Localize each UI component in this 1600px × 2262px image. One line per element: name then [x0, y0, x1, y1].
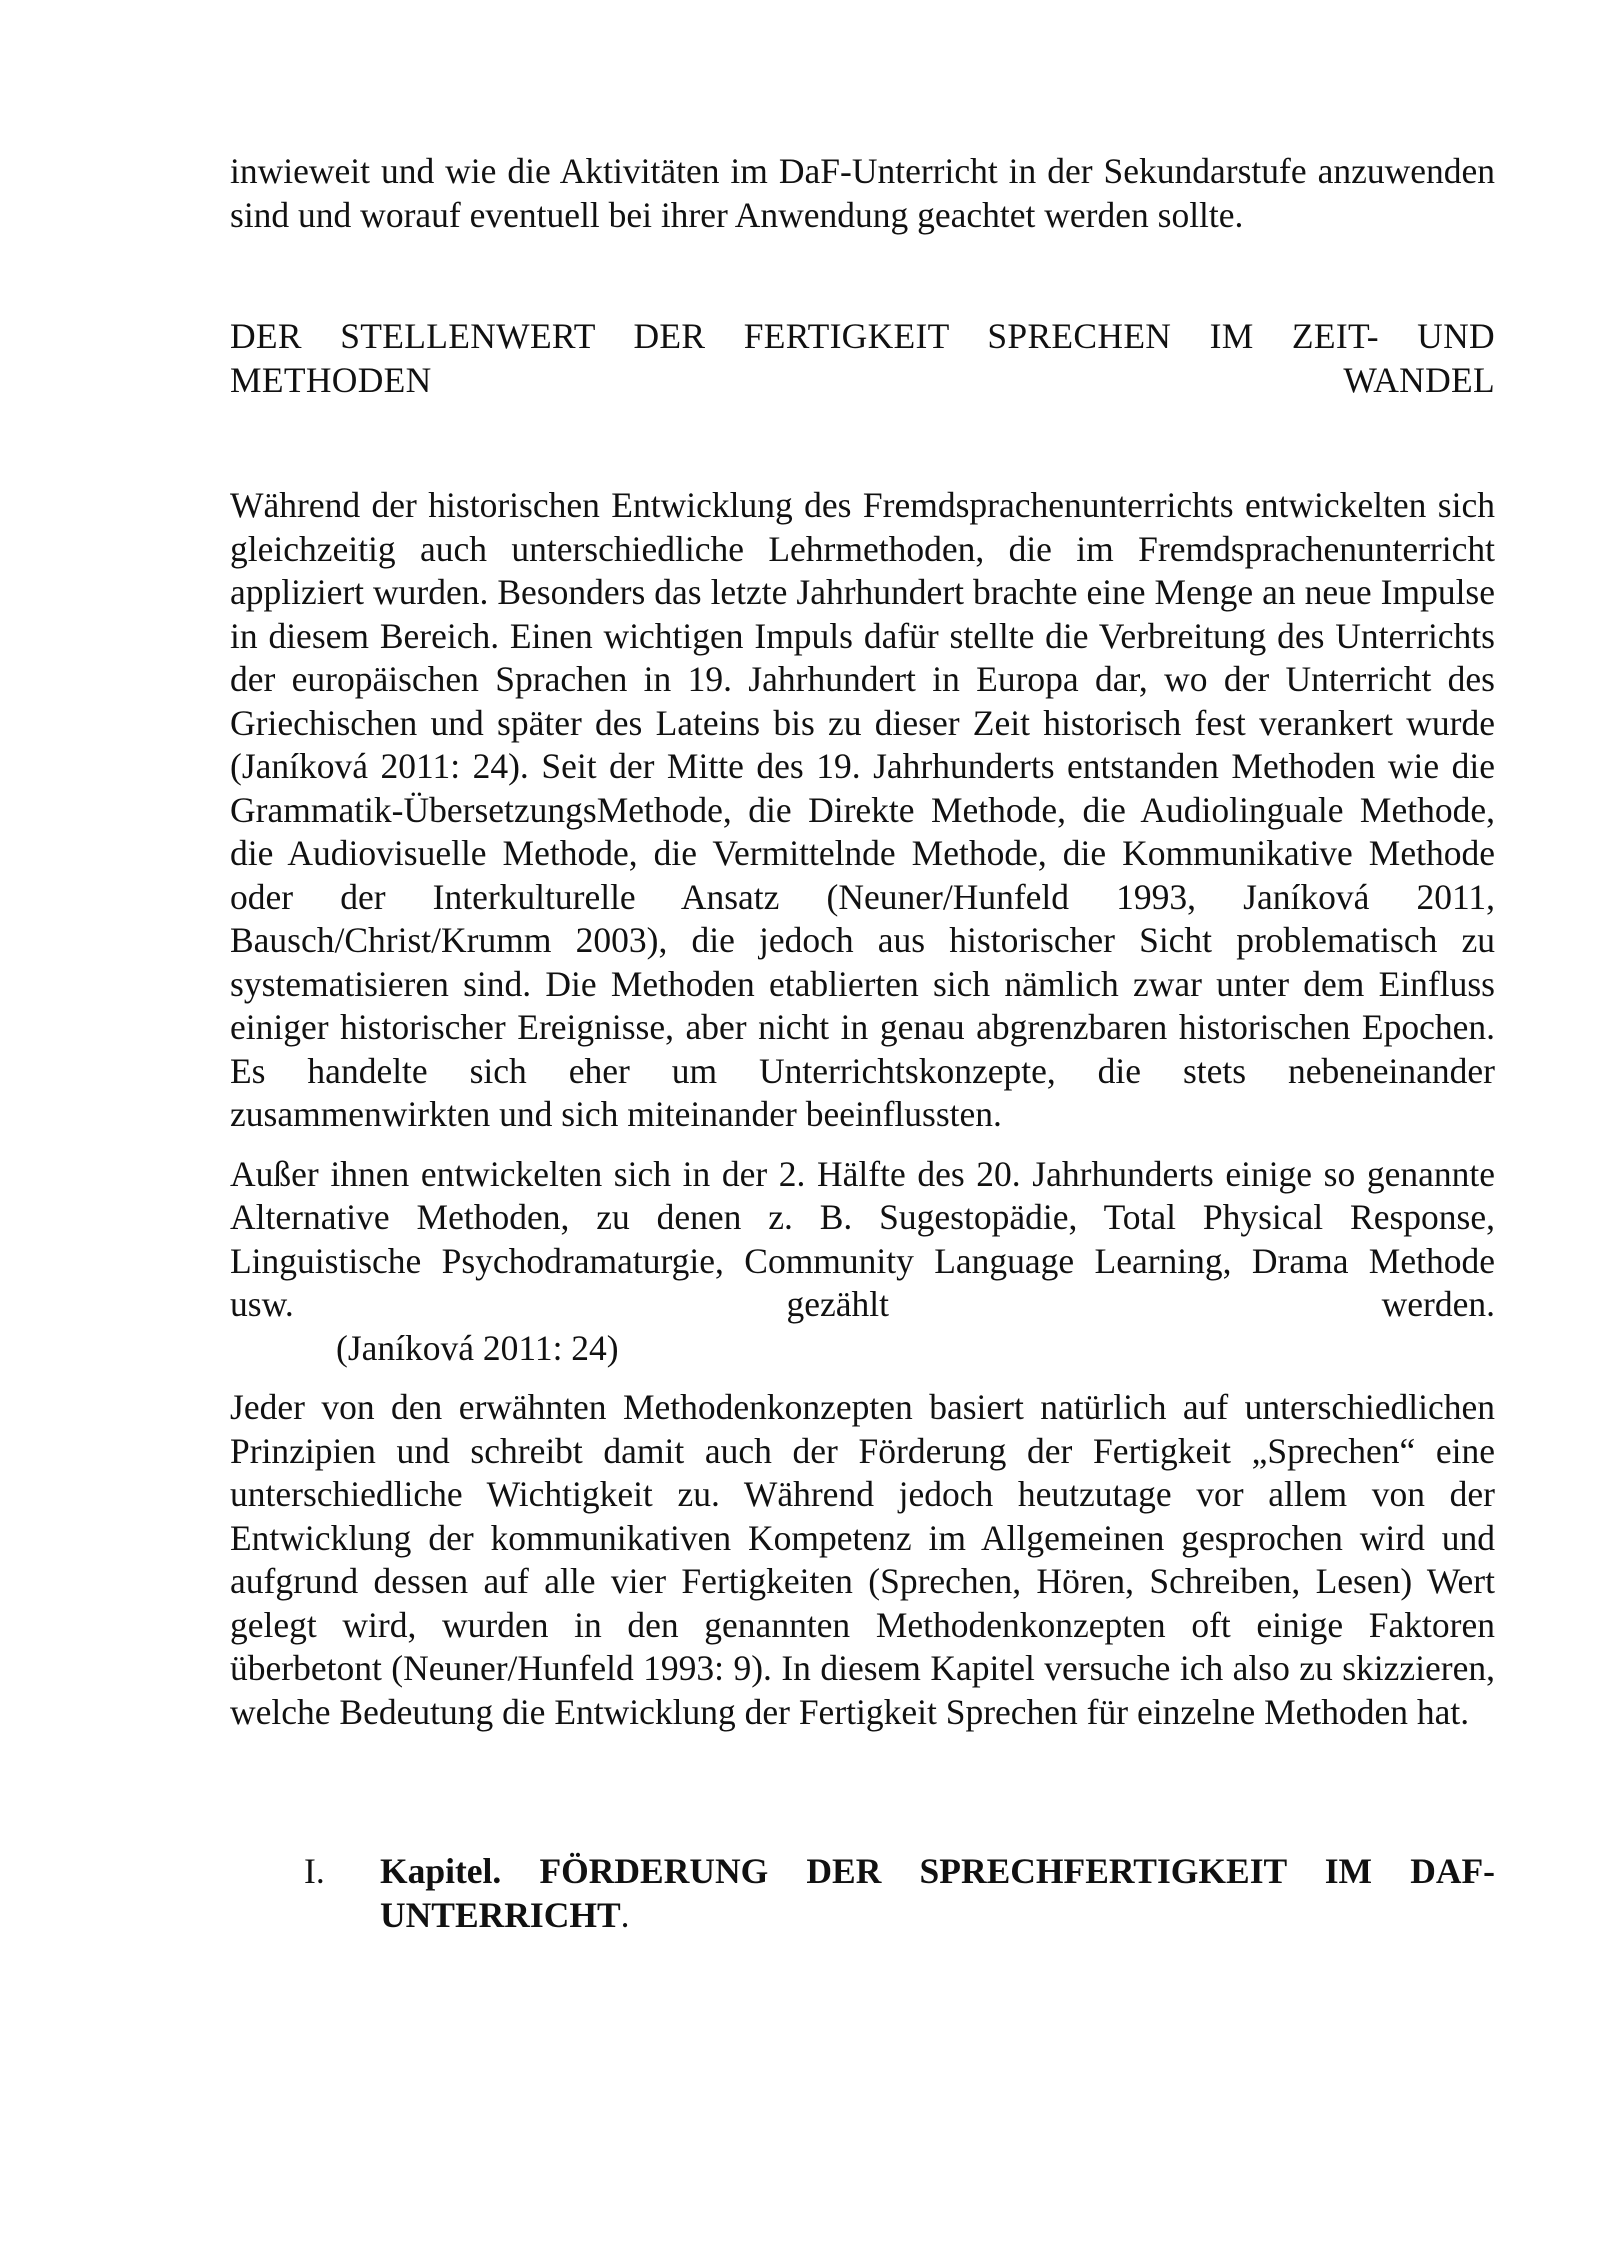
chapter-title-period: .: [620, 1894, 630, 1935]
section-heading: DER STELLENWERT DER FERTIGKEIT SPRECHEN IM ZEIT- UND METHODEN WANDEL: [230, 316, 1495, 400]
document-page: [230, 150, 1495, 1937]
body-paragraph-3: Jeder von den erwähnten Methodenkonzepten basiert natürlich auf unterschiedlichen Prinzipien und schreibt damit auch der Förderung der Fertigkeit „Sprechen“ eine unterschiedliche Wichtigkeit zu. Während jedoch heutzutage vor allem von der Entwicklung der kommunikativen Kompetenz im Allgemeinen gesprochen wird und aufgrund dessen auf alle vier Fertigkeiten (Sprechen, Hören, Schreiben, Lesen) Wert gelegt wird, wurden in den genannten Methodenkonzepten oft einige Faktoren überbetont (Neuner/Hunfeld 1993: 9). In diesem Kapitel versuche ich also zu skizzieren, welche Bedeutung die Entwicklung der Fertigkeit Sprechen für einzelne Methoden hat.: [230, 1387, 1495, 1732]
chapter-heading: [230, 1850, 1495, 1937]
body-paragraph-2: Außer ihnen entwickelten sich in der 2. Hälfte des 20. Jahrhunderts einige so genannte Alternative Methoden, zu denen z. B. Sugestopädie, Total Physical Response, Linguistische Psychodramaturgie, Community Language Learning, Drama Methode usw. gezählt werden.: [230, 1153, 1495, 1324]
chapter-title: Kapitel. FÖRDERUNG DER SPRECHFERTIGKEIT IM DAF-UNTERRICHT: [380, 1851, 1495, 1935]
chapter-number: I.: [304, 1851, 325, 1891]
body-paragraph-1: Während der historischen Entwicklung des Fremdsprachenunterrichts entwickelten sich gleichzeitig auch unterschiedliche Lehrmethoden, die im Fremdsprachenunterricht appliziert wurden. Besonders das letzte Jahrhundert brachte eine Menge an neue Impulse in diesem Bereich. Einen wichtigen Impuls dafür stellte die Verbreitung des Unterrichts der europäischen Sprachen in 19. Jahrhundert in Europa dar, wo der Unterricht des Griechischen und später des Lateins bis zu dieser Zeit historisch fest verankert wurde (Janíková 2011: 24). Seit der Mitte des 19. Jahrhunderts entstanden Methoden wie die Grammatik-ÜbersetzungsMethode, die Direkte Methode, die Audiolinguale Methode, die Audiovisuelle Methode, die Vermittelnde Methode, die Kommunikative Methode oder der Interkulturelle Ansatz (Neuner/Hunfeld 1993, Janíková 2011, Bausch/Christ/Krumm 2003), die jedoch aus historischer Sicht problematisch zu systematisieren sind. Die Methoden etablierten sich nämlich zwar unter dem Einfluss einiger historischer Ereignisse, aber nicht in genau abgrenzbaren historischen Epochen. Es handelte sich eher um Unterrichtskonzepte, die stets nebeneinander zusammenwirkten und sich miteinander beeinflussten.: [230, 485, 1495, 1134]
chapter-title-wrapper: [380, 1850, 1495, 1937]
citation: (Janíková 2011: 24): [336, 1327, 619, 1368]
intro-paragraph: inwieweit und wie die Aktivitäten im DaF-Unterricht in der Sekundarstufe anzuwenden sind und worauf eventuell bei ihrer Anwendung geachtet werden sollte.: [230, 151, 1495, 235]
